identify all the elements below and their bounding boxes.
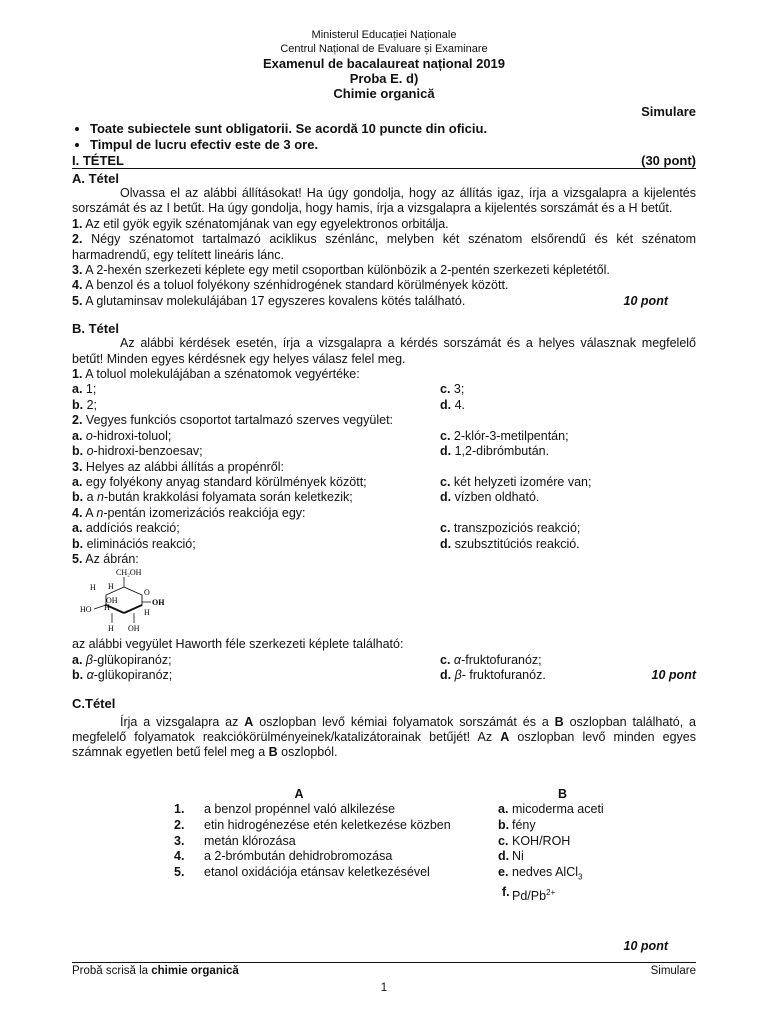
a-item: 1. Az etil gyök egyik szénatomjának van egy egyelektronos orbitálja. [72, 216, 449, 231]
q2: 2. Vegyes funkciós csoportot tartalmazó szerves vegyület: [72, 413, 394, 428]
q2-options: b. o-hidroxi-benzoesav; d. 1,2-dibrómbután. [72, 444, 550, 459]
section-b-title: B. Tétel [72, 321, 119, 337]
a-item: 5. A glutaminsav molekulájában 17 egyszeres kovalens kötés található. 10 pont [72, 293, 668, 308]
mol-oh: OH [106, 596, 118, 606]
proba: Proba E. d) [349, 71, 419, 86]
mol-h: H [108, 582, 114, 592]
a-item: 2. Négy szénatomot tartalmazó aciklikus szénlánc, melyben két szénatom elsőrendű és két szénatom harmadrendű, egy telített lineáris lánc. [72, 232, 696, 262]
mol-h: H [108, 624, 114, 634]
ministry: Ministerul Educației Naționale [311, 29, 457, 41]
instruction-1: • Toate subiectele sunt obligatorii. Se acordă 10 puncte din oficiu. [90, 121, 696, 137]
section-c-title: C.Tétel [72, 695, 116, 711]
subject: Chimie organică [333, 86, 435, 101]
mol-oh: OH [152, 598, 165, 608]
q5-options: a. β-glükopiranóz; c. α-fruktofuranóz; [72, 652, 542, 667]
section-b-points: 10 pont [651, 668, 696, 683]
mol-h: H [90, 583, 96, 593]
footer [72, 962, 696, 977]
footer-left: Probă scrisă la chimie organică [72, 965, 239, 977]
section-c-intro: Írja a vizsgalapra az A oszlopban levő kémiai folyamatok sorszámát és a B oszlopban található, a megfelelő folyamatok reakciókörülményeinek/katalizátorainak betűjét! Az A oszlopban levő minden egyes számnak egyetlen betű felel meg a B oszlopból. [72, 714, 697, 760]
mol-ring-o: O [144, 588, 150, 598]
section-a-title: A. Tétel [72, 171, 119, 186]
table-row: 5. etanol oxidációja etánsav keletkezésével e. nedves AlCl$_3$ [174, 864, 583, 882]
q5-options: b. α-glükopiranóz; d. β- fruktofuranóz. 10 pont [72, 668, 696, 683]
q1: 1. A toluol molekulájában a szénatomok vegyértéke: [72, 367, 360, 382]
q3-options: a. egy folyékony anyag standard körülmények között; c. két helyzeti izomére van; [72, 474, 592, 489]
footer-right: Simulare [650, 965, 696, 977]
center: Centrul Național de Evaluare și Examinare [280, 43, 488, 55]
table-row: f. $Pd/Pb^{2+}$ [502, 884, 556, 903]
exam-title: Examenul de bacalaureat național 2019 [262, 56, 506, 71]
col-b-header: B [558, 786, 568, 801]
page-number: 1 [380, 982, 388, 994]
section-a-points: 10 pont [623, 293, 668, 308]
mol-ho: HO [80, 605, 92, 615]
mol-h: H [104, 603, 110, 613]
matching-table [174, 787, 604, 905]
document-page [72, 28, 696, 953]
mol-h: H [144, 608, 150, 618]
q1-options: b. 2; d. 4. [72, 397, 466, 412]
q5-after: az alábbi vegyület Haworth féle szerkezeti képlete található: [72, 637, 404, 652]
q3: 3. Helyes az alábbi állítás a propénről: [72, 459, 284, 474]
q4: 4. A n-pentán izomerizációs reakciója egy: [72, 505, 306, 520]
mol-oh: OH [128, 624, 140, 634]
mol-ch2oh: CH₂OH [116, 568, 142, 578]
a-item: 3. A 2-hexén szerkezeti képlete egy metil csoportban különbözik a 2-pentén szerkezeti képletétől. [72, 263, 610, 278]
table-row: 2. etin hidrogénezése etén keletkezése közben b. fény [174, 817, 536, 832]
col-a-header: A [294, 786, 304, 801]
haworth-structure-image [76, 567, 176, 637]
q5: 5. Az ábrán: [72, 551, 139, 566]
q4-options: a. addíciós reakció; c. transzpoziciós reakció; [72, 521, 581, 536]
q3-options: b. a n-bután krakkolási folyamata során keletkezik; d. vízben oldható. [72, 490, 540, 505]
tetel-heading [72, 153, 696, 169]
table-row: 1. a benzol propénnel való alkilezése a. micoderma aceti [174, 802, 604, 817]
tetel-title: I. TÉTEL [72, 153, 124, 168]
table-row: 3. metán klórozása c. KOH/ROH [174, 833, 571, 848]
section-b-intro: Az alábbi kérdések esetén, írja a vizsgalapra a kérdés sorszámát és a helyes válasznak megfelelő betűt! Minden egyes kérdésnek egy helyes válasz felel meg. [72, 336, 696, 366]
instruction-2: • Timpul de lucru efectiv este de 3 ore. [90, 137, 696, 153]
simulare-label: Simulare [641, 104, 696, 119]
section-c-points: 10 pont [623, 938, 668, 953]
q1-options: a. 1; c. 3; [72, 382, 465, 397]
section-a-intro: Olvassa el az alábbi állításokat! Ha úgy gondolja, hogy az állítás igaz, írja a vizsgalapra a kijelentés sorszámát és az I betűt. Ha úgy gondolja, hogy hamis, írja a vizsgalapra a kijelentés sorszámát és a H betűt. [72, 186, 696, 216]
a-item: 4. A benzol és a toluol folyékony szénhidrogének standard körülmények között. [72, 278, 509, 293]
instructions [72, 121, 696, 153]
tetel-points: (30 pont) [641, 153, 696, 168]
table-row: 4. a 2-brómbután dehidrobromozása d. Ni [174, 849, 524, 864]
q2-options: a. o-hidroxi-toluol; c. 2-klór-3-metilpentán; [72, 428, 569, 443]
q4-options: b. eliminációs reakció; d. szubsztitúciós reakció. [72, 536, 580, 551]
